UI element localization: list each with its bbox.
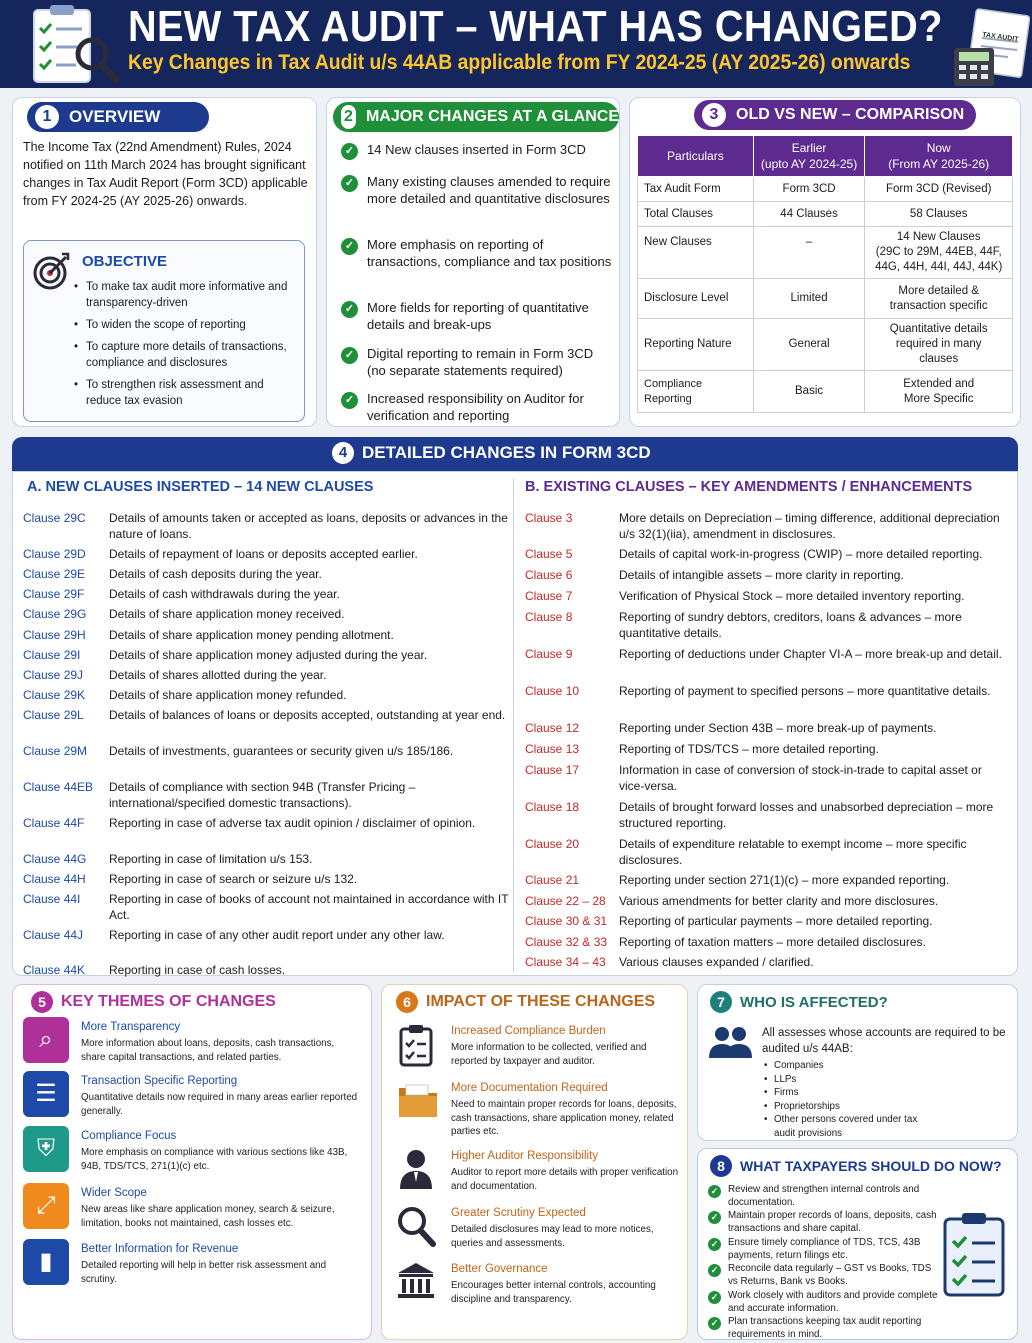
clause-description: Reporting in case of any other audit report under any other law.: [109, 928, 445, 942]
column-header: Now (From AY 2025-26): [865, 136, 1013, 177]
clause-label: Clause 44I: [23, 892, 81, 906]
objective-list: [74, 279, 301, 409]
section-number: 2: [341, 105, 356, 129]
amended-clauses-list: [515, 472, 1015, 977]
table-cell: General: [753, 319, 865, 371]
clause-description: Reporting in case of adverse tax audit opinion / disclaimer of opinion.: [109, 816, 476, 830]
objective-item: • To make tax audit more informative and transparency-driven: [74, 281, 288, 309]
section-title: KEY THEMES OF CHANGES: [61, 993, 276, 1010]
person-icon: [396, 1148, 436, 1188]
check-icon: ✓: [341, 143, 358, 160]
clause-description: Reporting of TDS/TCS – more detailed reporting.: [619, 742, 879, 756]
clause-description: Details of amounts taken or accepted as loans, deposits or advances in the nature of loans.: [109, 511, 508, 541]
table-cell: 58 Clauses: [865, 202, 1013, 227]
what-to-do-card: [697, 1148, 1018, 1340]
clause-label: Clause 29E: [23, 567, 86, 581]
section-title: WHO IS AFFECTED?: [740, 993, 888, 1011]
who-affected-text: All assesses whose accounts are required to be audited u/s 44AB:: [762, 1027, 1006, 1055]
theme-title: Transaction Specific Reporting: [81, 1075, 238, 1087]
clause-label: Clause 29J: [23, 668, 84, 682]
magnifier-icon: ⌕: [23, 1017, 69, 1063]
column-header: Earlier (upto AY 2024-25): [753, 136, 865, 177]
section-number: 5: [31, 991, 53, 1013]
affected-item: • Firms: [764, 1087, 799, 1098]
table-row: [638, 319, 1013, 371]
bank-icon: [396, 1261, 436, 1301]
table-cell: Extended and More Specific: [865, 371, 1013, 413]
check-icon: ✓: [708, 1264, 721, 1277]
section-title: IMPACT OF THESE CHANGES: [426, 993, 656, 1010]
impact-title: Better Governance: [451, 1263, 548, 1275]
impact-text: More information to be collected, verified and reported by taxpayer and auditor.: [451, 1042, 647, 1067]
header-banner: [0, 0, 1032, 88]
people-group-icon: [708, 1025, 752, 1059]
clause-label: Clause 29M: [23, 744, 88, 758]
who-affected-heading: [710, 991, 888, 1013]
table-row: [638, 177, 1013, 202]
clause-label: Clause 34 – 43: [525, 955, 606, 969]
section-title: OLD VS NEW – COMPARISON: [736, 106, 965, 123]
clause-description: Reporting in case of cash losses.: [109, 963, 286, 977]
section-number: 7: [710, 991, 732, 1013]
divider: [513, 478, 514, 972]
search-icon: [396, 1205, 436, 1245]
clause-description: Details of brought forward losses and unabsorbed depreciation – more structured reporting.: [619, 800, 994, 830]
check-icon: ✓: [708, 1291, 721, 1304]
clause-label: Clause 3: [525, 511, 573, 525]
check-icon: ✓: [708, 1238, 721, 1251]
clause-label: Clause 29L: [23, 708, 84, 722]
affected-item: • Other persons covered under tax audit provisions: [764, 1114, 918, 1139]
affected-item: • Companies: [764, 1060, 824, 1071]
clause-description: Reporting of taxation matters – more detailed disclosures.: [619, 935, 926, 949]
section-title: WHAT TAXPAYERS SHOULD DO NOW?: [740, 1158, 1002, 1174]
impact-text: Auditor to report more details with proper verification and documentation.: [451, 1167, 679, 1192]
clause-description: Reporting in case of books of account not maintained in accordance with IT Act.: [109, 892, 509, 922]
todo-item: Work closely with auditors and provide complete and accurate information.: [728, 1290, 938, 1314]
table-row: [638, 227, 1013, 279]
clause-label: Clause 21: [525, 873, 580, 887]
objective-item: • To strengthen risk assessment and reduce tax evasion: [74, 379, 264, 407]
clause-description: Details of balances of loans or deposits accepted, outstanding at year end.: [109, 708, 506, 722]
clause-description: Details of shares allotted during the year.: [109, 668, 327, 682]
theme-text: Detailed reporting will help in better risk assessment and scrutiny.: [81, 1260, 327, 1285]
clause-description: Reporting in case of limitation u/s 153.: [109, 852, 313, 866]
clause-description: Details of compliance with section 94B (Transfer Pricing – international/specified domestic transactions).: [109, 780, 416, 810]
folder-icon: [396, 1080, 436, 1120]
clause-label: Clause 6: [525, 568, 573, 582]
clause-label: Clause 29I: [23, 648, 81, 662]
detailed-changes-header: [12, 437, 1018, 471]
clause-label: Clause 29K: [23, 688, 86, 702]
detailed-changes-card: [12, 471, 1018, 976]
impact-card: [381, 984, 688, 1340]
affected-list: [764, 1059, 974, 1140]
clause-label: Clause 29H: [23, 628, 86, 642]
page-title: NEW TAX AUDIT – WHAT HAS CHANGED?: [128, 2, 943, 51]
clause-label: Clause 44H: [23, 872, 86, 886]
major-changes-card: [326, 97, 620, 427]
major-change-item: More emphasis on reporting of transactions, compliance and tax positions: [367, 237, 612, 269]
comparison-card: [629, 97, 1021, 427]
clause-description: Details of share application money received.: [109, 607, 345, 621]
clause-label: Clause 29C: [23, 511, 86, 525]
impact-text: Encourages better internal controls, accounting discipline and transparency.: [451, 1280, 656, 1305]
overview-card: [12, 97, 317, 427]
clause-label: Clause 44G: [23, 852, 87, 866]
impact-text: Detailed disclosures may lead to more notices, queries and assessments.: [451, 1224, 654, 1249]
clause-label: Clause 29D: [23, 547, 86, 561]
clause-description: Reporting in case of search or seizure u/s 132.: [109, 872, 358, 886]
table-cell: Compliance Reporting: [638, 371, 754, 413]
clause-description: Reporting under Section 43B – more break-up of payments.: [619, 721, 937, 735]
impact-title: More Documentation Required: [451, 1082, 608, 1094]
section-number: 6: [396, 991, 418, 1013]
clause-label: Clause 7: [525, 589, 573, 603]
check-icon: ✓: [708, 1211, 721, 1224]
clause-label: Clause 9: [525, 647, 573, 661]
check-icon: ✓: [708, 1317, 721, 1330]
existing-clauses-title: B. EXISTING CLAUSES – KEY AMENDMENTS / ENHANCEMENTS: [525, 479, 973, 495]
impact-text: Need to maintain proper records for loans, deposits, cash transactions, share application money, related parties etc.: [451, 1099, 677, 1137]
checklist-clipboard-icon: [30, 4, 122, 86]
clause-label: Clause 44EB: [23, 780, 94, 794]
table-cell: 14 New Clauses (29C to 29M, 44EB, 44F, 44G, 44H, 44I, 44J, 44K): [865, 227, 1013, 279]
expand-icon: ⤢: [23, 1183, 69, 1229]
clause-description: Details of intangible assets – more clarity in reporting.: [619, 568, 904, 582]
check-icon: ✓: [341, 392, 358, 409]
theme-text: More emphasis on compliance with various sections like 43B, 94B, TDS/TCS, 271(1)(c) etc.: [81, 1147, 348, 1172]
check-icon: ✓: [341, 175, 358, 192]
check-icon: ✓: [341, 347, 358, 364]
table-row: [638, 371, 1013, 413]
clause-label: Clause 44F: [23, 816, 85, 830]
section-number: 8: [710, 1155, 732, 1177]
table-cell: 44 Clauses: [753, 202, 865, 227]
clause-description: Details of capital work-in-progress (CWIP) – more detailed reporting.: [619, 547, 983, 561]
clause-label: Clause 32 & 33: [525, 935, 608, 949]
clause-description: Verification of Physical Stock – more detailed inventory reporting.: [619, 589, 965, 603]
check-icon: ✓: [341, 238, 358, 255]
theme-text: New areas like share application money, search & seizure, limitation, books not maintained, cash losses etc.: [81, 1204, 335, 1229]
clause-description: More details on Depreciation – timing difference, additional depreciation u/s 32(1)(iia), amendment in disclosures.: [619, 511, 1000, 541]
table-cell: Form 3CD: [753, 177, 865, 202]
key-themes-card: [12, 984, 372, 1340]
theme-text: More information about loans, deposits, cash transactions, share capital transactions, and related parties.: [81, 1038, 335, 1063]
impact-heading: [396, 991, 655, 1013]
clause-label: Clause 13: [525, 742, 580, 756]
table-cell: Reporting Nature: [638, 319, 754, 371]
column-header: Particulars: [638, 136, 754, 177]
table-cell: More detailed & transaction specific: [865, 279, 1013, 319]
clause-description: Details of repayment of loans or deposits accepted earlier.: [109, 547, 418, 561]
clause-label: Clause 44K: [23, 963, 86, 977]
clause-description: Reporting of deductions under Chapter VI-A – more break-up and detail.: [619, 647, 1002, 661]
clause-label: Clause 44J: [23, 928, 84, 942]
key-themes-heading: [31, 991, 276, 1013]
comparison-heading: [694, 100, 976, 130]
bar-chart-icon: ▮: [23, 1239, 69, 1285]
who-affected-card: [697, 984, 1018, 1141]
table-cell: –: [753, 227, 865, 279]
clause-label: Clause 20: [525, 837, 580, 851]
overview-text: The Income Tax (22nd Amendment) Rules, 2024 notified on 11th March 2024 has brought significant changes in Tax Audit Report (Form 3CD) applicable from FY 2024-25 (AY 2025-26) onwards.: [23, 140, 308, 208]
clause-label: Clause 17: [525, 763, 580, 777]
clause-description: Various clauses expanded / clarified.: [619, 955, 814, 969]
clause-description: Details of share application money refunded.: [109, 688, 347, 702]
check-icon: ✓: [708, 1185, 721, 1198]
theme-title: Wider Scope: [81, 1187, 147, 1199]
comparison-table: [637, 135, 1013, 413]
affected-item: • Proprietorships: [764, 1100, 840, 1112]
comparison-table-wrap: [637, 135, 1013, 413]
theme-title: Better Information for Revenue: [81, 1243, 239, 1255]
shield-icon: ⛨: [23, 1126, 69, 1172]
objective-box: [23, 240, 305, 422]
todo-item: Reconcile data regularly – GST vs Books, TDS vs Returns, Bank vs Books.: [728, 1263, 932, 1287]
check-icon: ✓: [341, 301, 358, 318]
clause-label: Clause 10: [525, 684, 580, 698]
clause-label: Clause 12: [525, 721, 580, 735]
impact-title: Greater Scrutiny Expected: [451, 1207, 586, 1219]
what-to-do-heading: [710, 1155, 1002, 1177]
clause-description: Reporting under section 271(1)(c) – more expanded reporting.: [619, 873, 950, 887]
clause-label: Clause 29F: [23, 587, 85, 601]
impact-title: Higher Auditor Responsibility: [451, 1150, 599, 1162]
new-clauses-title: A. NEW CLAUSES INSERTED – 14 NEW CLAUSES: [27, 479, 374, 495]
clipboard-icon: [396, 1023, 436, 1063]
section-title: MAJOR CHANGES AT A GLANCE: [365, 108, 619, 125]
clause-description: Details of investments, guarantees or security given u/s 185/186.: [109, 744, 454, 758]
theme-title: Compliance Focus: [81, 1130, 177, 1142]
theme-text: Quantitative details now required in many areas earlier reported generally.: [81, 1092, 358, 1117]
todo-item: Review and strengthen internal controls and documentation.: [728, 1184, 920, 1208]
major-change-item: Increased responsibility on Auditor for verification and reporting: [367, 391, 584, 423]
table-header-row: [638, 136, 1013, 177]
overview-heading: [27, 102, 209, 132]
clause-description: Details of share application money pending allotment.: [109, 628, 394, 642]
section-title: DETAILED CHANGES IN FORM 3CD: [362, 443, 651, 462]
clause-label: Clause 22 – 28: [525, 894, 606, 908]
todo-item: Plan transactions keeping tax audit reporting requirements in mind.: [728, 1316, 922, 1340]
objective-title: OBJECTIVE: [82, 253, 168, 270]
clause-label: Clause 30 & 31: [525, 914, 608, 928]
table-row: [638, 202, 1013, 227]
table-cell: New Clauses: [638, 227, 754, 279]
table-cell: Form 3CD (Revised): [865, 177, 1013, 202]
table-cell: Limited: [753, 279, 865, 319]
clause-description: Details of share application money adjusted during the year.: [109, 648, 428, 662]
section-number: 4: [332, 442, 354, 464]
objective-item: • To widen the scope of reporting: [74, 319, 246, 331]
clause-label: Clause 18: [525, 800, 580, 814]
section-title: OVERVIEW: [69, 107, 161, 126]
table-cell: Total Clauses: [638, 202, 754, 227]
clause-label: Clause 29G: [23, 607, 87, 621]
clause-description: Details of cash withdrawals during the year.: [109, 587, 340, 601]
objective-item: • To capture more details of transactions, compliance and disclosures: [74, 341, 287, 369]
major-change-item: Many existing clauses amended to require more detailed and quantitative disclosures: [367, 174, 611, 206]
section-number: 3: [702, 103, 726, 127]
document-icon: ☰: [23, 1071, 69, 1117]
clause-description: Details of expenditure relatable to exempt income – more specific disclosures.: [619, 837, 967, 867]
table-cell: Quantitative details required in many clauses: [865, 319, 1013, 371]
affected-item: • LLPs: [764, 1073, 797, 1085]
target-icon: [32, 251, 72, 291]
clause-description: Details of cash deposits during the year.: [109, 567, 322, 581]
table-cell: Basic: [753, 371, 865, 413]
checklist-icon: [942, 1211, 1006, 1297]
clause-description: Reporting of payment to specified persons – more quantitative details.: [619, 684, 991, 698]
table-cell: Disclosure Level: [638, 279, 754, 319]
tax-audit-tag: TAX AUDIT: [981, 31, 1019, 44]
clause-description: Various amendments for better clarity and more disclosures.: [619, 894, 939, 908]
theme-title: More Transparency: [81, 1021, 181, 1033]
impact-title: Increased Compliance Burden: [451, 1025, 606, 1037]
table-row: [638, 279, 1013, 319]
page-subtitle: Key Changes in Tax Audit u/s 44AB applicable from FY 2024-25 (AY 2025-26) onwards: [128, 51, 911, 74]
major-change-item: 14 New clauses inserted in Form 3CD: [367, 142, 586, 157]
clause-label: Clause 5: [525, 547, 573, 561]
tax-audit-document-icon: [948, 8, 1030, 88]
clause-description: Reporting of particular payments – more detailed reporting.: [619, 914, 933, 928]
major-changes-heading: [333, 102, 619, 132]
clause-description: Information in case of conversion of stock-in-trade to capital asset or vice-versa.: [619, 763, 982, 793]
todo-item: Maintain proper records of loans, deposits, cash transactions and share capital.: [728, 1210, 937, 1234]
section-number: 1: [35, 105, 59, 129]
todo-item: Ensure timely compliance of TDS, TCS, 43B payments, return filings etc.: [728, 1237, 921, 1261]
clause-label: Clause 8: [525, 610, 573, 624]
major-change-item: Digital reporting to remain in Form 3CD (no separate statements required): [367, 346, 594, 378]
clause-description: Reporting of sundry debtors, creditors, loans & advances – more quantitative details.: [619, 610, 962, 640]
new-clauses-list: [13, 472, 513, 977]
major-change-item: More fields for reporting of quantitative details and break-ups: [367, 300, 589, 332]
table-cell: Tax Audit Form: [638, 177, 754, 202]
